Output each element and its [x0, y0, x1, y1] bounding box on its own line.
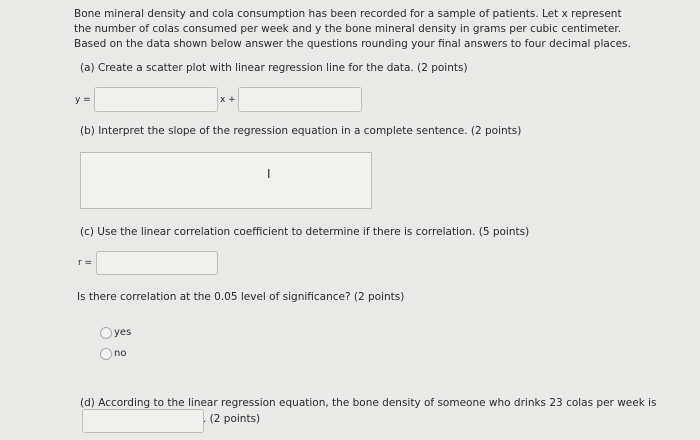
slope-input[interactable]	[94, 87, 218, 112]
x-label: x +	[220, 95, 236, 105]
question-b: (b) Interpret the slope of the regression equation in a complete sentence. (2 points)	[80, 125, 522, 137]
intercept-input[interactable]	[238, 87, 362, 112]
option-yes-label: yes	[114, 327, 132, 338]
bone-density-input[interactable]	[82, 409, 204, 433]
problem-intro: Bone mineral density and cola consumption has been recorded for a sample of patients. Let x represent the number of colas consumed per week and y the bone mineral density in grams per cubic centimeter. Based on the data shown below answer the questions rounding your final answers to four decimal places.	[74, 8, 631, 50]
question-d: (d) According to the linear regression equation, the bone density of someone who drinks 23 colas per week is	[80, 397, 657, 409]
r-label: r =	[78, 258, 93, 268]
option-no-label: no	[114, 348, 127, 359]
points-suffix: . (2 points)	[203, 413, 261, 425]
y-label: y =	[75, 95, 91, 105]
significance-question: Is there correlation at the 0.05 level of significance? (2 points)	[77, 291, 405, 303]
radio-no[interactable]	[100, 348, 112, 360]
slope-interpretation-textarea[interactable]	[80, 152, 372, 209]
text-cursor-icon: I	[267, 167, 271, 181]
radio-yes[interactable]	[100, 327, 112, 339]
r-input[interactable]	[96, 251, 218, 275]
question-a: (a) Create a scatter plot with linear regression line for the data. (2 points)	[80, 62, 468, 74]
question-c: (c) Use the linear correlation coefficient to determine if there is correlation. (5 points)	[80, 226, 530, 238]
